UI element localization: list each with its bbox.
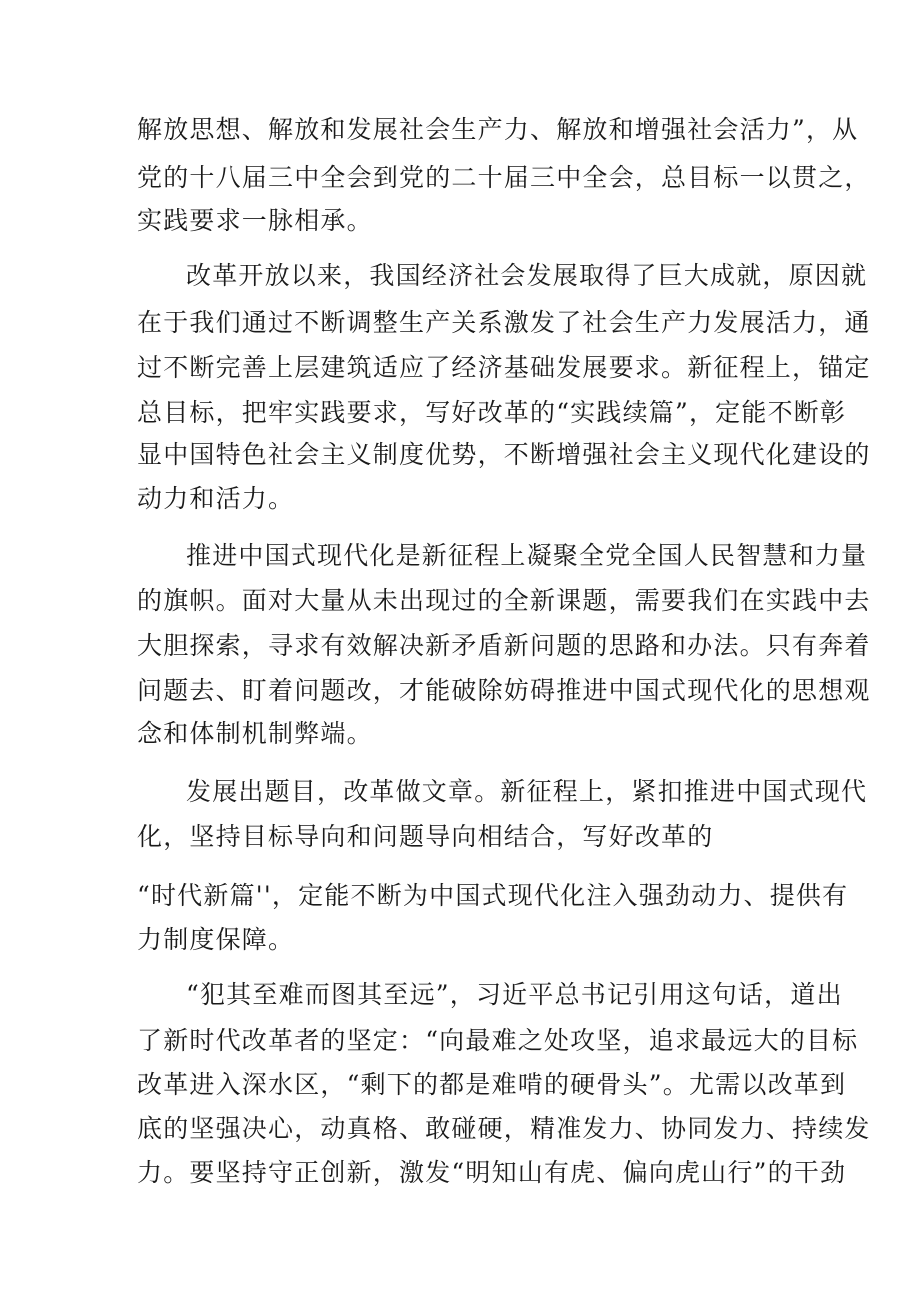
text-line: “时代新篇''，定能不断为中国式现代化注入强劲动力、提供有 — [137, 881, 849, 910]
text-line: 的旗帜。面对大量从未出现过的全新课题，需要我们在实践中去 — [137, 586, 871, 615]
text-line: 动力和活力。 — [137, 484, 295, 513]
text-line: 总目标，把牢实践要求，写好改革的“实践续篇”，定能不断彰 — [137, 398, 847, 427]
paragraph-first-line: 推进中国式现代化是新征程上凝聚全党全国人民智慧和力量 — [186, 541, 868, 570]
text-line: 实践要求一脉相承。 — [137, 206, 373, 235]
text-line: 显中国特色社会主义制度优势，不断增强社会主义现代化建设的 — [137, 440, 871, 469]
paragraph-first-line: “犯其至难而图其至远”，习近平总书记引用这句话，道出 — [186, 980, 843, 1009]
text-line: 大胆探索，寻求有效解决新矛盾新问题的思路和办法。只有奔着 — [137, 631, 871, 660]
text-line: 党的十八届三中全会到党的二十届三中全会，总目标一以贯之， — [137, 163, 871, 192]
text-line: 化，坚持目标导向和问题导向相结合，写好改革的 — [137, 822, 714, 851]
text-line: 过不断完善上层建筑适应了经济基础发展要求。新征程上，锚定 — [137, 353, 871, 382]
paragraph-first-line: 改革开放以来，我国经济社会发展取得了巨大成就，原因就 — [186, 261, 868, 290]
paragraph-first-line: 发展出题目，改革做文章。新征程上，紧扣推进中国式现代 — [186, 777, 868, 806]
text-line: 解放思想、解放和发展社会生产力、解放和增强社会活力”，从 — [137, 115, 859, 144]
text-line: 在于我们通过不断调整生产关系激发了社会生产力发展活力，通 — [137, 308, 871, 337]
text-line: 了新时代改革者的坚定：“向最难之处攻坚，追求最远大的目标 — [137, 1026, 859, 1055]
text-line: 力。要坚持守正创新，激发“明知山有虎、偏向虎山行”的干劲 — [137, 1158, 847, 1187]
text-line: 问题去、盯着问题改，才能破除妨碍推进中国式现代化的思想观 — [137, 676, 871, 705]
text-line: 底的坚强决心，动真格、敢碰硬，精准发力、协同发力、持续发 — [137, 1114, 871, 1143]
text-line: 力制度保障。 — [137, 925, 295, 954]
text-line: 改革进入深水区，“剩下的都是难啃的硬骨头”。尤需以改革到 — [137, 1070, 847, 1099]
text-line: 念和体制机制弊端。 — [137, 719, 373, 748]
